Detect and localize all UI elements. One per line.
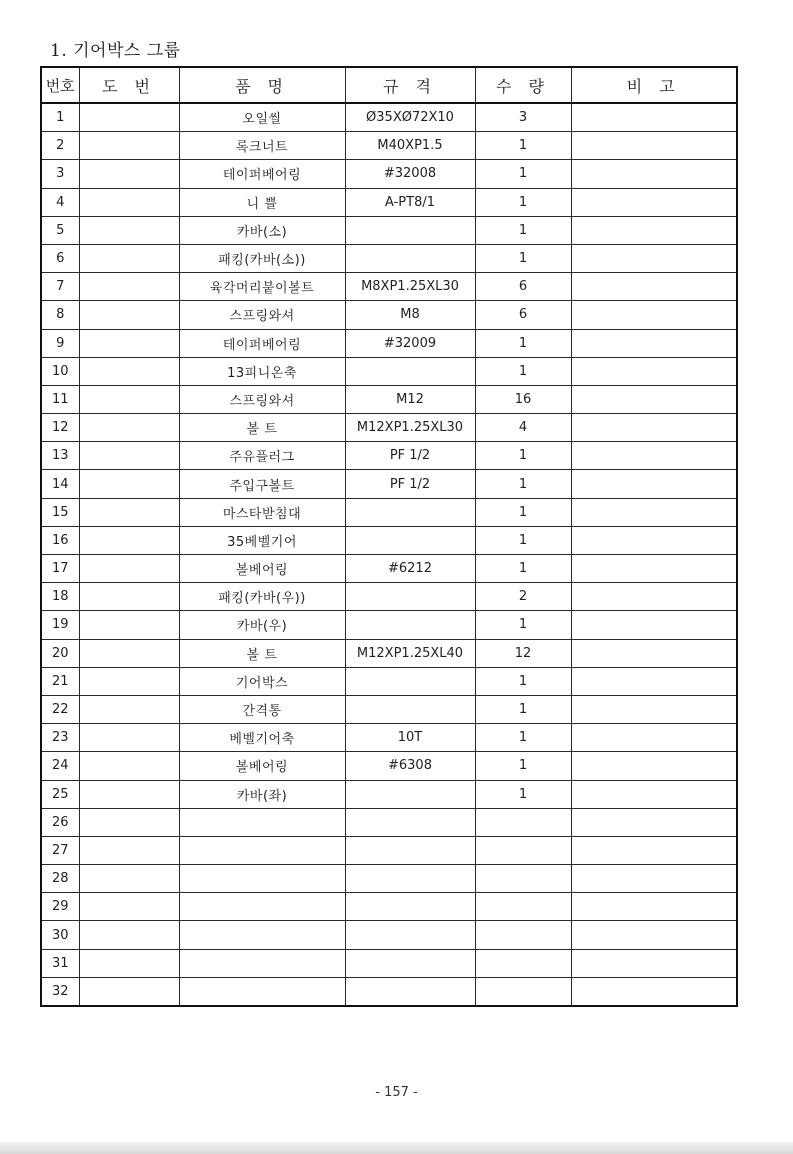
row-spec-cell: PF 1/2 <box>345 442 475 470</box>
row-remarks-cell <box>571 526 737 554</box>
row-remarks-cell <box>571 611 737 639</box>
row-spec-cell <box>345 498 475 526</box>
row-part-name-cell: 니 쁠 <box>179 188 345 216</box>
row-drawing-no-cell <box>79 752 179 780</box>
row-remarks-cell <box>571 244 737 272</box>
row-remarks-cell <box>571 639 737 667</box>
row-drawing-no-cell <box>79 865 179 893</box>
row-spec-cell <box>345 667 475 695</box>
row-drawing-no-cell <box>79 216 179 244</box>
row-remarks-cell <box>571 160 737 188</box>
row-drawing-no-cell <box>79 385 179 413</box>
row-part-name-cell: 카바(소) <box>179 216 345 244</box>
row-part-name-cell <box>179 836 345 864</box>
row-part-name-cell: 볼 트 <box>179 414 345 442</box>
row-remarks-cell <box>571 752 737 780</box>
row-qty-cell: 1 <box>475 611 571 639</box>
table-row <box>41 752 737 780</box>
row-spec-cell <box>345 780 475 808</box>
table-row <box>41 470 737 498</box>
row-remarks-cell <box>571 921 737 949</box>
row-qty-cell: 1 <box>475 752 571 780</box>
row-part-name-cell: 베벨기어축 <box>179 724 345 752</box>
row-no-cell: 2 <box>41 132 79 160</box>
row-drawing-no-cell <box>79 977 179 1006</box>
row-drawing-no-cell <box>79 498 179 526</box>
row-no-cell: 31 <box>41 949 79 977</box>
row-part-name-cell <box>179 865 345 893</box>
table-row <box>41 414 737 442</box>
row-qty-cell: 1 <box>475 724 571 752</box>
row-drawing-no-cell <box>79 414 179 442</box>
row-remarks-cell <box>571 414 737 442</box>
row-drawing-no-cell <box>79 667 179 695</box>
table-row <box>41 188 737 216</box>
row-no-cell: 9 <box>41 329 79 357</box>
row-part-name-cell: 간격통 <box>179 695 345 723</box>
row-qty-cell: 1 <box>475 329 571 357</box>
row-part-name-cell <box>179 921 345 949</box>
header-drawing-no: 도 번 <box>79 67 179 103</box>
row-no-cell: 4 <box>41 188 79 216</box>
row-remarks-cell <box>571 498 737 526</box>
table-row <box>41 583 737 611</box>
row-no-cell: 15 <box>41 498 79 526</box>
row-drawing-no-cell <box>79 357 179 385</box>
row-part-name-cell: 패킹(카바(우)) <box>179 583 345 611</box>
row-part-name-cell: 마스타받침대 <box>179 498 345 526</box>
row-no-cell: 17 <box>41 555 79 583</box>
row-no-cell: 1 <box>41 103 79 132</box>
row-remarks-cell <box>571 470 737 498</box>
table-row <box>41 301 737 329</box>
row-remarks-cell <box>571 132 737 160</box>
row-drawing-no-cell <box>79 836 179 864</box>
parts-table-body <box>41 103 737 1006</box>
table-header-row <box>41 67 737 103</box>
row-qty-cell: 6 <box>475 273 571 301</box>
table-row <box>41 808 737 836</box>
section-title: 1. 기어박스 그룹 <box>50 41 181 61</box>
row-remarks-cell <box>571 555 737 583</box>
row-spec-cell: M12XP1.25XL40 <box>345 639 475 667</box>
table-row <box>41 329 737 357</box>
row-qty-cell: 1 <box>475 526 571 554</box>
row-qty-cell: 1 <box>475 132 571 160</box>
table-row <box>41 555 737 583</box>
row-remarks-cell <box>571 724 737 752</box>
row-drawing-no-cell <box>79 583 179 611</box>
table-row <box>41 667 737 695</box>
row-no-cell: 16 <box>41 526 79 554</box>
row-drawing-no-cell <box>79 132 179 160</box>
table-row <box>41 526 737 554</box>
row-no-cell: 6 <box>41 244 79 272</box>
row-spec-cell: PF 1/2 <box>345 470 475 498</box>
row-no-cell: 28 <box>41 865 79 893</box>
row-spec-cell: #6308 <box>345 752 475 780</box>
table-row <box>41 921 737 949</box>
row-drawing-no-cell <box>79 921 179 949</box>
header-spec: 규 격 <box>345 67 475 103</box>
row-qty-cell <box>475 921 571 949</box>
row-qty-cell: 1 <box>475 470 571 498</box>
row-remarks-cell <box>571 301 737 329</box>
row-part-name-cell <box>179 949 345 977</box>
row-qty-cell: 4 <box>475 414 571 442</box>
row-qty-cell: 1 <box>475 695 571 723</box>
table-row <box>41 498 737 526</box>
row-no-cell: 3 <box>41 160 79 188</box>
row-spec-cell <box>345 611 475 639</box>
row-no-cell: 23 <box>41 724 79 752</box>
row-remarks-cell <box>571 442 737 470</box>
row-spec-cell: M40XP1.5 <box>345 132 475 160</box>
row-qty-cell: 1 <box>475 555 571 583</box>
row-spec-cell <box>345 949 475 977</box>
row-qty-cell <box>475 808 571 836</box>
header-no: 번호 <box>41 67 79 103</box>
row-spec-cell: M12XP1.25XL30 <box>345 414 475 442</box>
row-qty-cell <box>475 865 571 893</box>
table-row <box>41 442 737 470</box>
row-no-cell: 7 <box>41 273 79 301</box>
row-spec-cell: 10T <box>345 724 475 752</box>
row-drawing-no-cell <box>79 893 179 921</box>
row-spec-cell <box>345 695 475 723</box>
row-drawing-no-cell <box>79 555 179 583</box>
row-part-name-cell: 볼베어링 <box>179 555 345 583</box>
header-part-name: 품 명 <box>179 67 345 103</box>
row-no-cell: 13 <box>41 442 79 470</box>
row-part-name-cell: 주유플러그 <box>179 442 345 470</box>
row-drawing-no-cell <box>79 244 179 272</box>
row-qty-cell: 1 <box>475 160 571 188</box>
table-row <box>41 639 737 667</box>
row-drawing-no-cell <box>79 695 179 723</box>
row-qty-cell <box>475 977 571 1006</box>
row-qty-cell <box>475 893 571 921</box>
row-no-cell: 22 <box>41 695 79 723</box>
row-part-name-cell: 볼베어링 <box>179 752 345 780</box>
row-drawing-no-cell <box>79 329 179 357</box>
row-qty-cell: 1 <box>475 244 571 272</box>
row-remarks-cell <box>571 103 737 132</box>
row-spec-cell <box>345 808 475 836</box>
row-part-name-cell: 록크너트 <box>179 132 345 160</box>
table-row <box>41 244 737 272</box>
row-spec-cell: #6212 <box>345 555 475 583</box>
row-qty-cell: 16 <box>475 385 571 413</box>
row-spec-cell <box>345 526 475 554</box>
table-row <box>41 160 737 188</box>
row-drawing-no-cell <box>79 949 179 977</box>
row-drawing-no-cell <box>79 103 179 132</box>
table-row <box>41 780 737 808</box>
row-qty-cell: 1 <box>475 216 571 244</box>
row-qty-cell <box>475 836 571 864</box>
row-drawing-no-cell <box>79 526 179 554</box>
row-remarks-cell <box>571 273 737 301</box>
row-part-name-cell: 카바(좌) <box>179 780 345 808</box>
row-no-cell: 29 <box>41 893 79 921</box>
row-qty-cell <box>475 949 571 977</box>
table-row <box>41 893 737 921</box>
row-spec-cell <box>345 977 475 1006</box>
row-no-cell: 21 <box>41 667 79 695</box>
table-row <box>41 216 737 244</box>
row-no-cell: 25 <box>41 780 79 808</box>
row-spec-cell: M8 <box>345 301 475 329</box>
table-row <box>41 836 737 864</box>
row-spec-cell <box>345 216 475 244</box>
row-no-cell: 24 <box>41 752 79 780</box>
row-no-cell: 32 <box>41 977 79 1006</box>
row-no-cell: 10 <box>41 357 79 385</box>
row-remarks-cell <box>571 583 737 611</box>
row-remarks-cell <box>571 977 737 1006</box>
row-qty-cell: 6 <box>475 301 571 329</box>
row-part-name-cell: 오일씰 <box>179 103 345 132</box>
row-remarks-cell <box>571 667 737 695</box>
row-spec-cell: M8XP1.25XL30 <box>345 273 475 301</box>
row-spec-cell: #32008 <box>345 160 475 188</box>
row-qty-cell: 12 <box>475 639 571 667</box>
row-remarks-cell <box>571 949 737 977</box>
row-part-name-cell: 테이퍼베어링 <box>179 160 345 188</box>
row-part-name-cell <box>179 977 345 1006</box>
header-remarks: 비 고 <box>571 67 737 103</box>
row-qty-cell: 1 <box>475 188 571 216</box>
row-part-name-cell: 카바(우) <box>179 611 345 639</box>
row-remarks-cell <box>571 188 737 216</box>
table-row <box>41 132 737 160</box>
row-part-name-cell <box>179 808 345 836</box>
row-part-name-cell: 테이퍼베어링 <box>179 329 345 357</box>
row-no-cell: 11 <box>41 385 79 413</box>
row-no-cell: 14 <box>41 470 79 498</box>
row-qty-cell: 1 <box>475 442 571 470</box>
table-row <box>41 385 737 413</box>
row-qty-cell: 3 <box>475 103 571 132</box>
row-no-cell: 20 <box>41 639 79 667</box>
row-remarks-cell <box>571 865 737 893</box>
table-row <box>41 611 737 639</box>
row-spec-cell <box>345 893 475 921</box>
row-part-name-cell: 스프링와셔 <box>179 385 345 413</box>
row-spec-cell <box>345 357 475 385</box>
row-no-cell: 12 <box>41 414 79 442</box>
row-drawing-no-cell <box>79 301 179 329</box>
row-part-name-cell: 패킹(카바(소)) <box>179 244 345 272</box>
row-drawing-no-cell <box>79 639 179 667</box>
row-no-cell: 19 <box>41 611 79 639</box>
row-no-cell: 5 <box>41 216 79 244</box>
row-qty-cell: 2 <box>475 583 571 611</box>
row-drawing-no-cell <box>79 273 179 301</box>
row-drawing-no-cell <box>79 470 179 498</box>
row-remarks-cell <box>571 695 737 723</box>
row-qty-cell: 1 <box>475 780 571 808</box>
row-spec-cell: A-PT8/1 <box>345 188 475 216</box>
row-part-name-cell: 13피니온축 <box>179 357 345 385</box>
row-qty-cell: 1 <box>475 667 571 695</box>
row-part-name-cell: 35베벨기어 <box>179 526 345 554</box>
row-no-cell: 18 <box>41 583 79 611</box>
row-spec-cell <box>345 244 475 272</box>
row-remarks-cell <box>571 357 737 385</box>
row-spec-cell: M12 <box>345 385 475 413</box>
row-no-cell: 26 <box>41 808 79 836</box>
row-drawing-no-cell <box>79 160 179 188</box>
table-row <box>41 357 737 385</box>
row-remarks-cell <box>571 329 737 357</box>
table-row <box>41 977 737 1006</box>
row-qty-cell: 1 <box>475 357 571 385</box>
row-spec-cell <box>345 583 475 611</box>
row-drawing-no-cell <box>79 442 179 470</box>
header-qty: 수 량 <box>475 67 571 103</box>
table-row <box>41 724 737 752</box>
row-remarks-cell <box>571 836 737 864</box>
row-no-cell: 8 <box>41 301 79 329</box>
row-remarks-cell <box>571 808 737 836</box>
row-remarks-cell <box>571 385 737 413</box>
table-row <box>41 865 737 893</box>
row-spec-cell <box>345 921 475 949</box>
row-part-name-cell: 육각머리붙이볼트 <box>179 273 345 301</box>
page-edge-shade <box>0 1142 793 1154</box>
table-row <box>41 103 737 132</box>
row-drawing-no-cell <box>79 188 179 216</box>
row-part-name-cell <box>179 893 345 921</box>
row-drawing-no-cell <box>79 808 179 836</box>
page-number: - 157 - <box>375 1085 418 1100</box>
row-spec-cell <box>345 865 475 893</box>
row-spec-cell <box>345 836 475 864</box>
row-drawing-no-cell <box>79 724 179 752</box>
table-row <box>41 273 737 301</box>
parts-table <box>40 66 738 1007</box>
row-part-name-cell: 기어박스 <box>179 667 345 695</box>
row-qty-cell: 1 <box>475 498 571 526</box>
row-part-name-cell: 주입구볼트 <box>179 470 345 498</box>
row-drawing-no-cell <box>79 780 179 808</box>
table-row <box>41 695 737 723</box>
row-drawing-no-cell <box>79 611 179 639</box>
table-row <box>41 949 737 977</box>
row-part-name-cell: 스프링와셔 <box>179 301 345 329</box>
row-remarks-cell <box>571 216 737 244</box>
row-part-name-cell: 볼 트 <box>179 639 345 667</box>
row-no-cell: 27 <box>41 836 79 864</box>
row-spec-cell: Ø35XØ72X10 <box>345 103 475 132</box>
row-spec-cell: #32009 <box>345 329 475 357</box>
row-no-cell: 30 <box>41 921 79 949</box>
row-remarks-cell <box>571 893 737 921</box>
row-remarks-cell <box>571 780 737 808</box>
